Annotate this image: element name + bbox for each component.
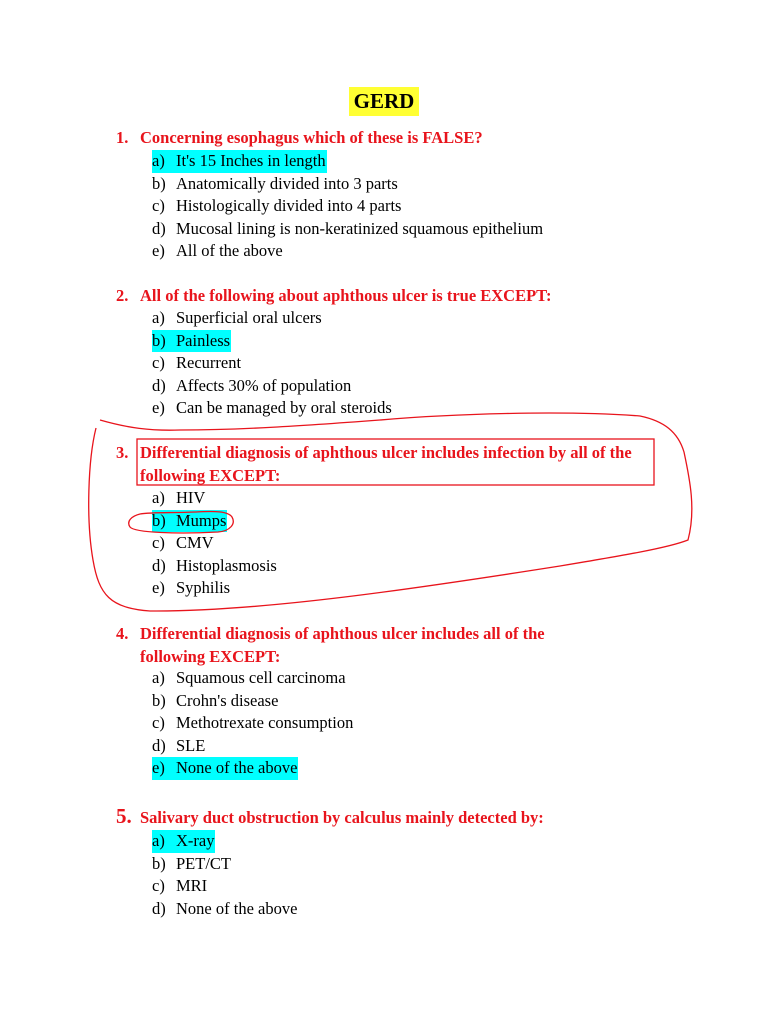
option-letter: e) xyxy=(152,241,165,261)
option-e xyxy=(152,757,298,780)
option-letter: b) xyxy=(152,690,166,710)
option-letter: a) xyxy=(152,668,165,687)
option-text: Superficial oral ulcers xyxy=(176,308,322,327)
option-text: PET/CT xyxy=(176,853,232,873)
option-text: Recurrent xyxy=(176,353,242,373)
option-a xyxy=(152,830,215,853)
option-text: Anatomically divided into 3 parts xyxy=(176,173,398,193)
question-number: 2. xyxy=(116,286,129,305)
option-letter: e) xyxy=(152,578,165,598)
options-list xyxy=(152,830,297,920)
option-letter: d) xyxy=(152,375,166,395)
option-letter: b) xyxy=(152,173,166,193)
option-letter: a) xyxy=(152,830,165,853)
option-a xyxy=(152,487,277,510)
option-text: Methotrexate consumption xyxy=(176,713,354,733)
option-a xyxy=(152,150,327,173)
option-text: Histologically divided into 4 parts xyxy=(176,196,402,216)
option-d xyxy=(152,735,353,758)
option-c xyxy=(152,532,277,555)
option-a xyxy=(152,307,392,330)
question-text: All of the following about aphthous ulcer is true EXCEPT: xyxy=(140,286,552,305)
option-letter: b) xyxy=(152,853,166,873)
option-text: Syphilis xyxy=(176,578,231,598)
question-number: 1. xyxy=(116,128,129,147)
option-b xyxy=(152,330,231,353)
option-b xyxy=(152,173,543,196)
options-list xyxy=(152,150,543,263)
option-c xyxy=(152,875,297,898)
option-text: It's 15 Inches in length xyxy=(176,151,326,170)
option-text: Histoplasmosis xyxy=(176,555,277,575)
option-b xyxy=(152,853,297,876)
question-3 xyxy=(116,442,656,487)
option-d xyxy=(152,375,392,398)
question-number: 3. xyxy=(116,443,129,462)
option-text: MRI xyxy=(176,876,208,896)
options-list xyxy=(152,487,277,600)
option-text: SLE xyxy=(176,735,206,755)
option-text: Can be managed by oral steroids xyxy=(176,398,392,418)
option-text: Mucosal lining is non-keratinized squamous epithelium xyxy=(176,218,544,238)
option-text: Squamous cell carcinoma xyxy=(176,668,346,687)
option-letter: d) xyxy=(152,218,166,238)
option-text: All of the above xyxy=(176,241,283,261)
question-1 xyxy=(116,127,676,150)
option-b xyxy=(152,510,227,533)
option-d xyxy=(152,898,297,921)
option-letter: c) xyxy=(152,353,165,373)
option-letter: d) xyxy=(152,898,166,918)
option-text: Mumps xyxy=(176,510,227,530)
option-letter: a) xyxy=(152,488,165,507)
option-letter: d) xyxy=(152,735,166,755)
option-d xyxy=(152,218,543,241)
option-text: None of the above xyxy=(176,758,298,778)
option-c xyxy=(152,195,543,218)
page-title: GERD xyxy=(349,87,419,116)
question-text: Differential diagnosis of aphthous ulcer includes infection by all of the following EXCEPT: xyxy=(140,443,632,485)
option-d xyxy=(152,555,277,578)
question-4 xyxy=(116,623,596,668)
question-2 xyxy=(116,285,676,308)
option-b xyxy=(152,690,353,713)
option-letter: c) xyxy=(152,713,165,733)
option-e xyxy=(152,577,277,600)
option-text: Painless xyxy=(176,330,231,350)
option-text: CMV xyxy=(176,533,214,553)
question-text: Differential diagnosis of aphthous ulcer includes all of the following EXCEPT: xyxy=(140,624,545,666)
option-letter: b) xyxy=(152,510,166,533)
question-text: Concerning esophagus which of these is FALSE? xyxy=(140,128,483,147)
option-e xyxy=(152,240,543,263)
question-number: 4. xyxy=(116,624,129,643)
option-letter: e) xyxy=(152,398,165,418)
question-text: Salivary duct obstruction by calculus mainly detected by: xyxy=(140,808,544,827)
option-letter: c) xyxy=(152,533,165,553)
option-letter: e) xyxy=(152,757,165,780)
option-letter: c) xyxy=(152,196,165,216)
option-letter: a) xyxy=(152,308,165,327)
option-text: Crohn's disease xyxy=(176,690,279,710)
option-text: Affects 30% of population xyxy=(176,375,352,395)
option-text: None of the above xyxy=(176,898,298,918)
option-letter: d) xyxy=(152,555,166,575)
option-letter: a) xyxy=(152,150,165,173)
option-letter: c) xyxy=(152,876,165,896)
option-letter: b) xyxy=(152,330,166,353)
option-a xyxy=(152,667,353,690)
option-c xyxy=(152,712,353,735)
option-c xyxy=(152,352,392,375)
options-list xyxy=(152,667,353,780)
options-list xyxy=(152,307,392,420)
question-number: 5. xyxy=(116,804,132,828)
option-text: X-ray xyxy=(176,831,215,850)
option-e xyxy=(152,397,392,420)
question-5 xyxy=(116,804,676,830)
option-text: HIV xyxy=(176,488,206,507)
